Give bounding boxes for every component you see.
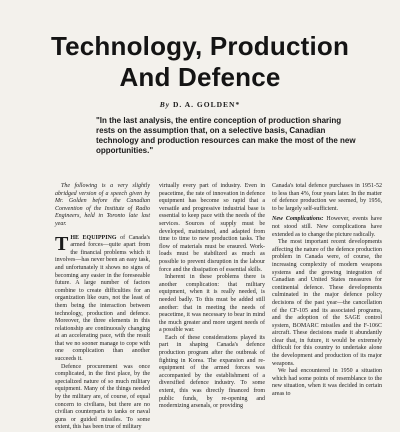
opening-caps: HE EQUIPPING: [70, 234, 117, 241]
column-2: [159, 183, 265, 411]
paragraph: Canada's total defence purchases in 1951-52 to less than 4%, four years later. In the matter of defence production we seemed, by 1956, to be largely self-sufficient.: [272, 183, 382, 212]
paragraph-text: of Canada's armed forces—quite apart from the financial problems which it involves—has never been an easy task, and unfortunately it shows no signs of becoming any easier in the foreseeable future. A large number of factors combine to create difficulties for an organization like ours, not the least of them being the interaction between technology, production and defence. Moreover, the three elements in this relationship are continuously changing at an accelerating pace, with the result that we no sooner manage to cope with one complication than another succeeds it.: [55, 234, 151, 363]
article-body: [55, 183, 400, 431]
article-title-line-1: Technology, Production: [50, 31, 350, 61]
intro-note: The following is a very slightly abridged version of a speech given by Mr. Golden before the Canadian Convention of the Institute of Radio Engineers, held in Toronto late last year.: [55, 183, 150, 227]
paragraph: Defence procurement was once complicated, in the first place, by the specialized nature of so much military equipment. Many of the things needed by the military are, of course, of equal concern to civilians, but there are no civilian counterparts to tanks or naval guns or guided missiles. To some extent, this has been true of military: [55, 363, 150, 431]
paragraph: Each of these considerations played its part in shaping Canada's defence production program after the outbreak of fighting in Korea. The expansion and re-equipment of the armed forces was accompanied by the establishment of a diversified defence industry. To some extent, this was directly financed from public funds, by re-opening and modernizing arsenals, or providing: [159, 334, 265, 410]
drop-cap: T: [55, 232, 69, 255]
article-title-line-2: And Defence: [119, 62, 281, 92]
paragraph-text: However, events have not stood still. New complications have extended as to change the picture radically.: [272, 216, 383, 238]
byline-author: D. A. GOLDEN*: [173, 100, 241, 109]
paragraph: virtually every part of industry. Even in peacetime, the rate of innovation in defence equipment has become so rapid that a versatile and progressive industrial base is essential to keep pace with the needs of the services. Sources of supply must be developed, maintained, and adapted from time to time to new production tasks. The flow of materials must be ensured. Work-loads must be stabilized as much as possible to prevent disruption in the labour force and the dissipation of essential skills.: [159, 183, 265, 273]
byline-prefix: By: [159, 100, 171, 109]
paragraph: [55, 232, 151, 364]
paragraph: Inherent in these problems there is another complication: that military equipment, when it is really needed, is needed badly. To this must be added still another: that in meeting the needs of peacetime, it was necessary to bear in mind the much greater and more urgent needs of a possible war.: [159, 274, 265, 334]
paragraph: The most important recent developments affecting the nature of the defence production problem in Canada were, of course, the increasing complexity of modern weapons systems and the growing integration of Canadian and United States measures for continental defence. These developments culminated in the major defence policy decisions of the past year—the cancellation of the CF-105 and its associated programs, and the adoption of the SAGE control system, BOMARC missiles and the F-106C aircraft. These decisions made it abundantly clear that, in future, it would be extremely difficult for this country to undertake alone the development and production of its major weapons.: [272, 239, 382, 367]
subsection: [272, 216, 382, 239]
column-1: [55, 183, 150, 432]
paragraph: We had encountered in 1950 a situation which had some points of resemblance to the new situation, when it was decided in certain areas to: [272, 368, 382, 398]
lead-quote: "In the last analysis, the entire conception of production sharing rests on the assumption that, on a selective basis, Canadian technology and production resources can make the most of the new opportunities.": [96, 116, 356, 155]
byline: [0, 100, 400, 109]
subsection-heading: New Complications:: [272, 216, 324, 223]
column-3: [272, 183, 382, 399]
